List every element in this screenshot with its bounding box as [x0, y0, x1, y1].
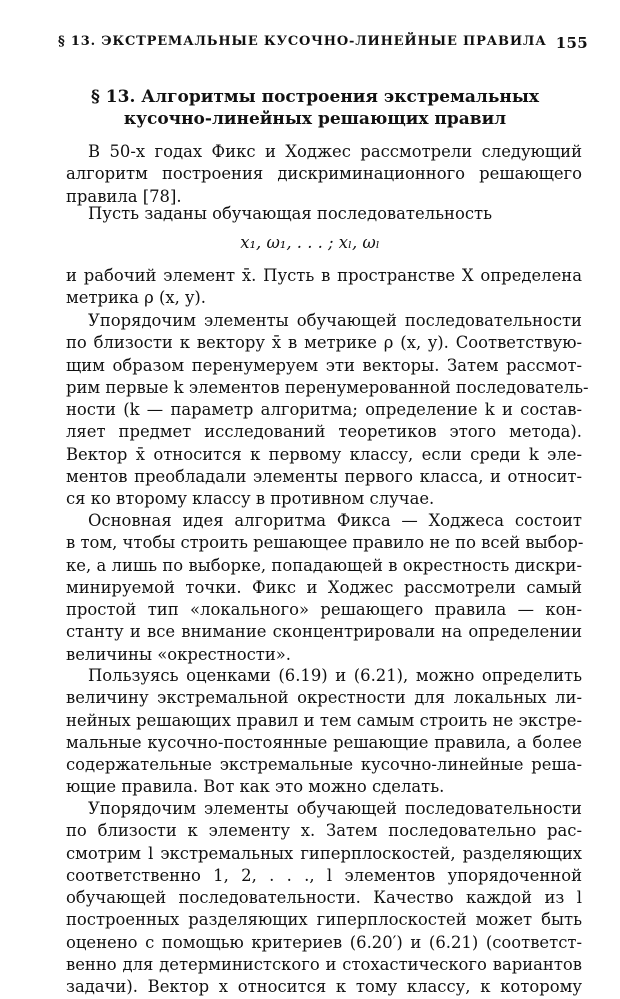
text-line: содержательные экстремальные кусочно-линейные реша- — [66, 755, 582, 775]
text-line: по близости к вектору x̄ в метрике ρ (x, y). Соответствую- — [66, 333, 582, 353]
text-line: величины «окрестности». — [66, 644, 291, 664]
text-line: задачи). Вектор x относится к тому классу, к которому — [66, 977, 582, 997]
paragraph-6 — [66, 665, 582, 799]
paragraph-5 — [66, 510, 582, 666]
text-line: рим первые k элементов перенумерованной последователь- — [66, 377, 589, 397]
text-line: величину экстремальной окрестности для локальных ли- — [66, 688, 582, 708]
text-line: ности (k — параметр алгоритма; определение k и состав- — [66, 400, 582, 420]
section-title-line: кусочно-линейных решающих правил — [123, 109, 507, 129]
text-line: по близости к элементу x. Затем последовательно рас- — [66, 821, 582, 841]
text-line: станту и все внимание сконцентрировали на определении — [66, 622, 582, 642]
text-line: Упорядочим элементы обучающей последовательности — [88, 311, 582, 330]
text-line: ке, а лишь по выборке, попадающей в окрестность дискри- — [66, 555, 582, 575]
text-line: Пользуясь оценками (6.19) и (6.21), можно определить — [88, 666, 582, 685]
running-header — [58, 34, 588, 56]
paragraph-3 — [66, 265, 582, 310]
text-line: в том, чтобы строить решающее правило не по всей выбор- — [66, 533, 584, 553]
text-line: венно для детерминистского и стохастического вариантов — [66, 955, 582, 975]
text-line: метрика ρ (x, y). — [66, 288, 206, 308]
paragraph-7 — [66, 798, 582, 999]
text-line: смотрим l экстремальных гиперплоскостей, разделяющих — [66, 843, 582, 863]
text-line: нейных решающих правил и тем самым строить не экстре- — [66, 710, 582, 730]
running-title: § 13. ЭКСТРЕМАЛЬНЫЕ КУСОЧНО-ЛИНЕЙНЫЕ ПРАВИЛА — [58, 34, 547, 49]
text-line: Основная идея алгоритма Фикса — Ходжеса состоит — [88, 511, 582, 530]
text-line: Пусть заданы обучающая последовательность — [88, 204, 493, 223]
text-line: простой тип «локального» решающего правила — кон- — [66, 600, 582, 620]
text-line: построенных разделяющих гиперплоскостей может быть — [66, 910, 582, 930]
text-line: алгоритм построения дискриминационного решающего — [66, 164, 582, 184]
text-line: мальные кусочно-постоянные решающие правила, а более — [66, 732, 582, 752]
paragraph-4 — [66, 310, 589, 511]
text-line: В 50-х годах Фикс и Ходжес рассмотрели следующий — [88, 142, 582, 161]
text-line: Вектор x̄ относится к первому классу, если среди k эле- — [66, 444, 582, 464]
text-line: обучающей последовательности. Качество каждой из l — [66, 888, 582, 908]
page-number: 155 — [555, 34, 588, 52]
text-line: и рабочий элемент x̄. Пусть в пространстве X определена — [66, 266, 582, 285]
paragraph-1 — [66, 141, 582, 208]
formula-sequence: x₁, ω₁, . . . ; xₗ, ωₗ — [240, 233, 380, 252]
text-line: ляет предмет исследований теоретиков этого метода). — [66, 422, 582, 442]
text-line: Упорядочим элементы обучающей последовательности — [88, 799, 582, 818]
paragraph-2 — [66, 203, 582, 225]
text-line: ющие правила. Вот как это можно сделать. — [66, 777, 445, 797]
text-line: правила [78]. — [66, 186, 182, 206]
section-title — [70, 86, 560, 130]
text-line: минируемой точки. Фикс и Ходжес рассмотрели самый — [66, 577, 582, 597]
text-line: соответственно 1, 2, . . ., l элементов упорядоченной — [66, 865, 582, 885]
text-line: оценено с помощью критериев (6.20′) и (6.21) (соответст- — [66, 932, 582, 952]
section-title-line: § 13. Алгоритмы построения экстремальных — [90, 87, 540, 107]
text-line: ментов преобладали элементы первого класса, и относит- — [66, 467, 582, 487]
text-line: щим образом перенумеруем эти векторы. Затем рассмот- — [66, 355, 582, 375]
text-line: ся ко второму классу в противном случае. — [66, 489, 435, 509]
